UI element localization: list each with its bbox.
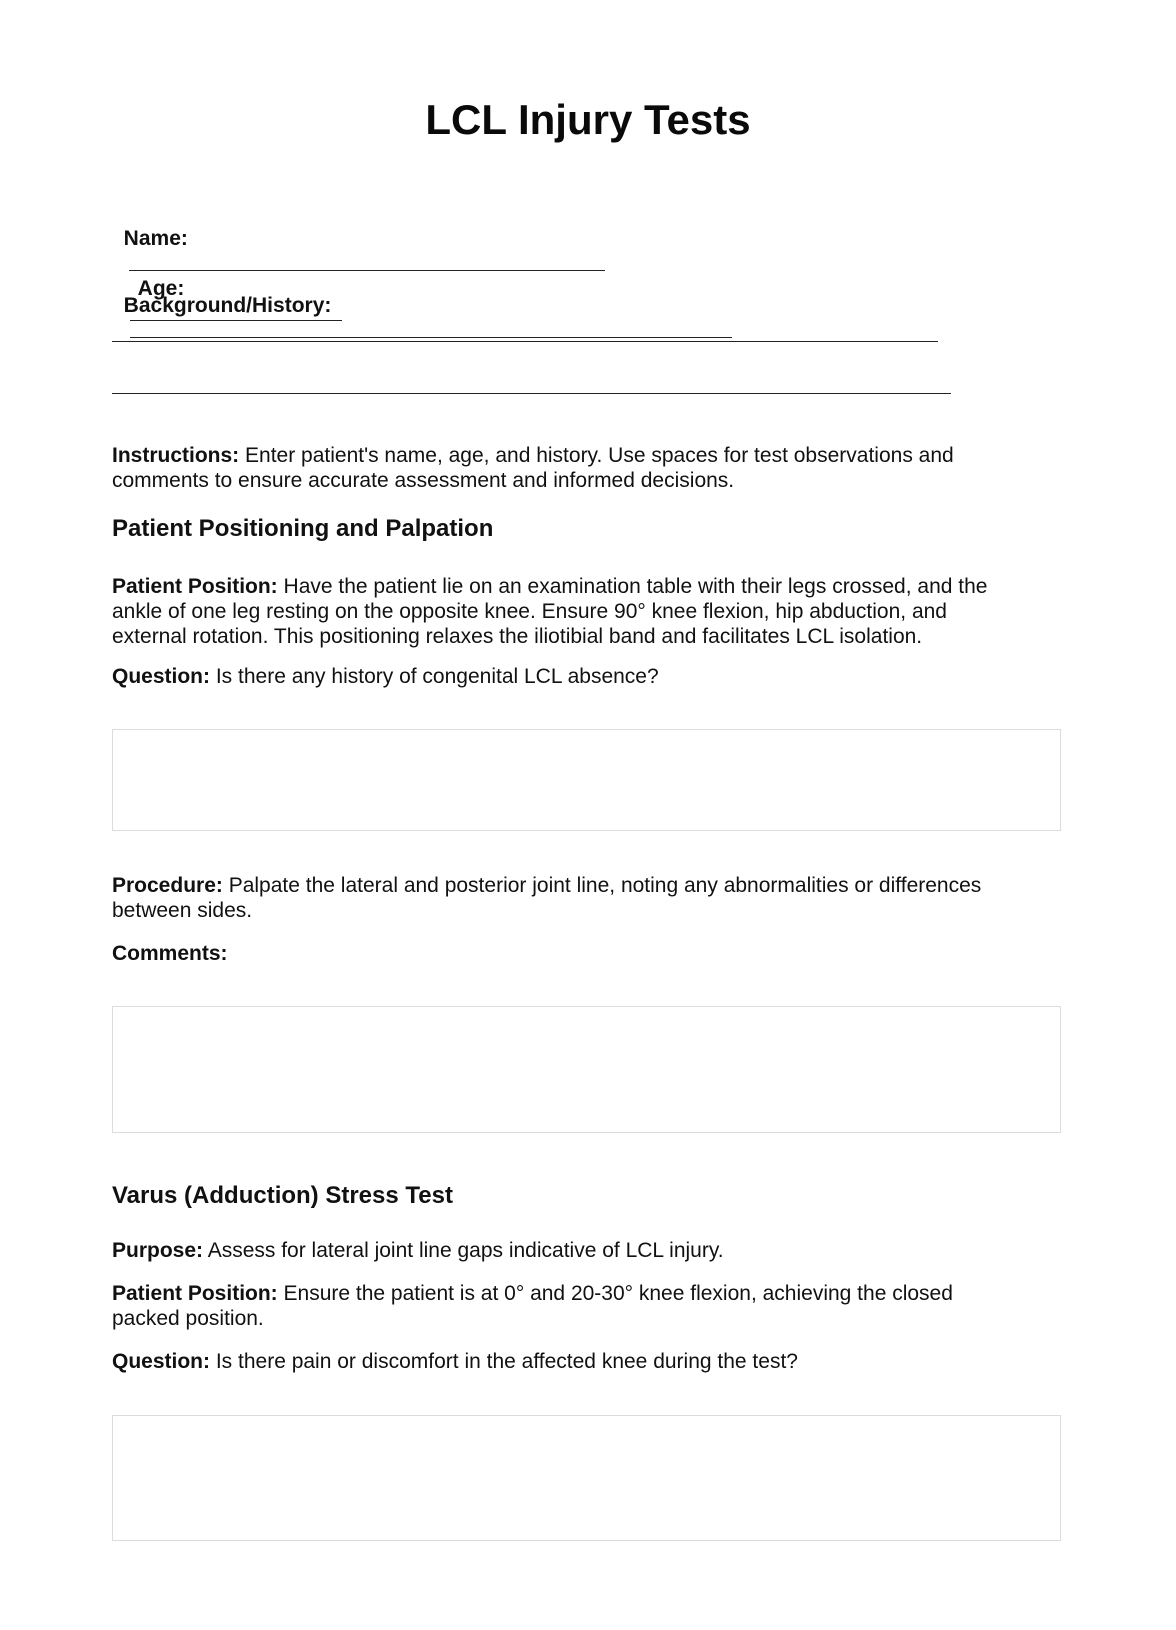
- procedure-text-line-1: Palpate the lateral and posterior joint line, noting any abnormalities or differences: [222, 874, 982, 897]
- age-label: Age:: [137, 277, 185, 300]
- varus-patient-position-text-line-2: packed position.: [112, 1307, 264, 1330]
- purpose-paragraph: [112, 1238, 1072, 1263]
- instructions-label: Instructions:: [112, 444, 240, 467]
- patient-position-text-line-3: external rotation. This positioning relaxes the iliotibial band and facilitates LCL isolation.: [112, 625, 923, 648]
- comments-paragraph: [112, 941, 1072, 966]
- section-heading-varus-stress-test: Varus (Adduction) Stress Test: [112, 1182, 453, 1209]
- varus-patient-position-label: Patient Position:: [112, 1282, 278, 1305]
- section-heading-positioning-palpation: Patient Positioning and Palpation: [112, 515, 494, 542]
- background-label: Background/History:: [123, 294, 332, 317]
- patient-position-text-line-2: ankle of one leg resting on the opposite knee. Ensure 90° knee flexion, hip abduction, and: [112, 600, 947, 623]
- purpose-text: Assess for lateral joint line gaps indicative of LCL injury.: [203, 1239, 724, 1262]
- instructions-paragraph: [112, 443, 1072, 493]
- comments-label: Comments:: [112, 942, 228, 965]
- varus-patient-position-paragraph: [112, 1281, 1072, 1331]
- varus-question-paragraph: [112, 1349, 1072, 1374]
- question-answer-box[interactable]: [112, 729, 1061, 831]
- name-field[interactable]: [129, 251, 605, 271]
- patient-position-text-line-1: Have the patient lie on an examination table with their legs crossed, and the: [277, 575, 988, 598]
- question-paragraph: [112, 664, 1072, 689]
- comments-answer-box[interactable]: [112, 1006, 1061, 1133]
- page-title: LCL Injury Tests: [425, 96, 751, 143]
- procedure-label: Procedure:: [112, 874, 223, 897]
- background-field-line-3[interactable]: [112, 393, 951, 394]
- varus-patient-position-text-line-1: Ensure the patient is at 0° and 20-30° knee flexion, achieving the closed: [277, 1282, 953, 1305]
- background-row: [112, 270, 732, 344]
- procedure-paragraph: [112, 873, 1072, 923]
- purpose-label: Purpose:: [112, 1239, 204, 1262]
- question-text: Is there any history of congenital LCL absence?: [210, 665, 659, 688]
- varus-question-text: Is there pain or discomfort in the affected knee during the test?: [210, 1350, 798, 1373]
- background-field-line-2[interactable]: [112, 341, 938, 342]
- varus-question-label: Question:: [112, 1350, 210, 1373]
- instructions-text-line-1: Enter patient's name, age, and history. Use spaces for test observations and: [239, 444, 954, 467]
- question-label: Question:: [112, 665, 210, 688]
- patient-position-label: Patient Position:: [112, 575, 278, 598]
- name-label: Name:: [123, 227, 188, 250]
- patient-position-paragraph: [112, 574, 1072, 649]
- varus-question-answer-box[interactable]: [112, 1415, 1061, 1541]
- background-field[interactable]: [130, 318, 732, 338]
- procedure-text-line-2: between sides.: [112, 899, 253, 922]
- instructions-text-line-2: comments to ensure accurate assessment and informed decisions.: [112, 469, 735, 492]
